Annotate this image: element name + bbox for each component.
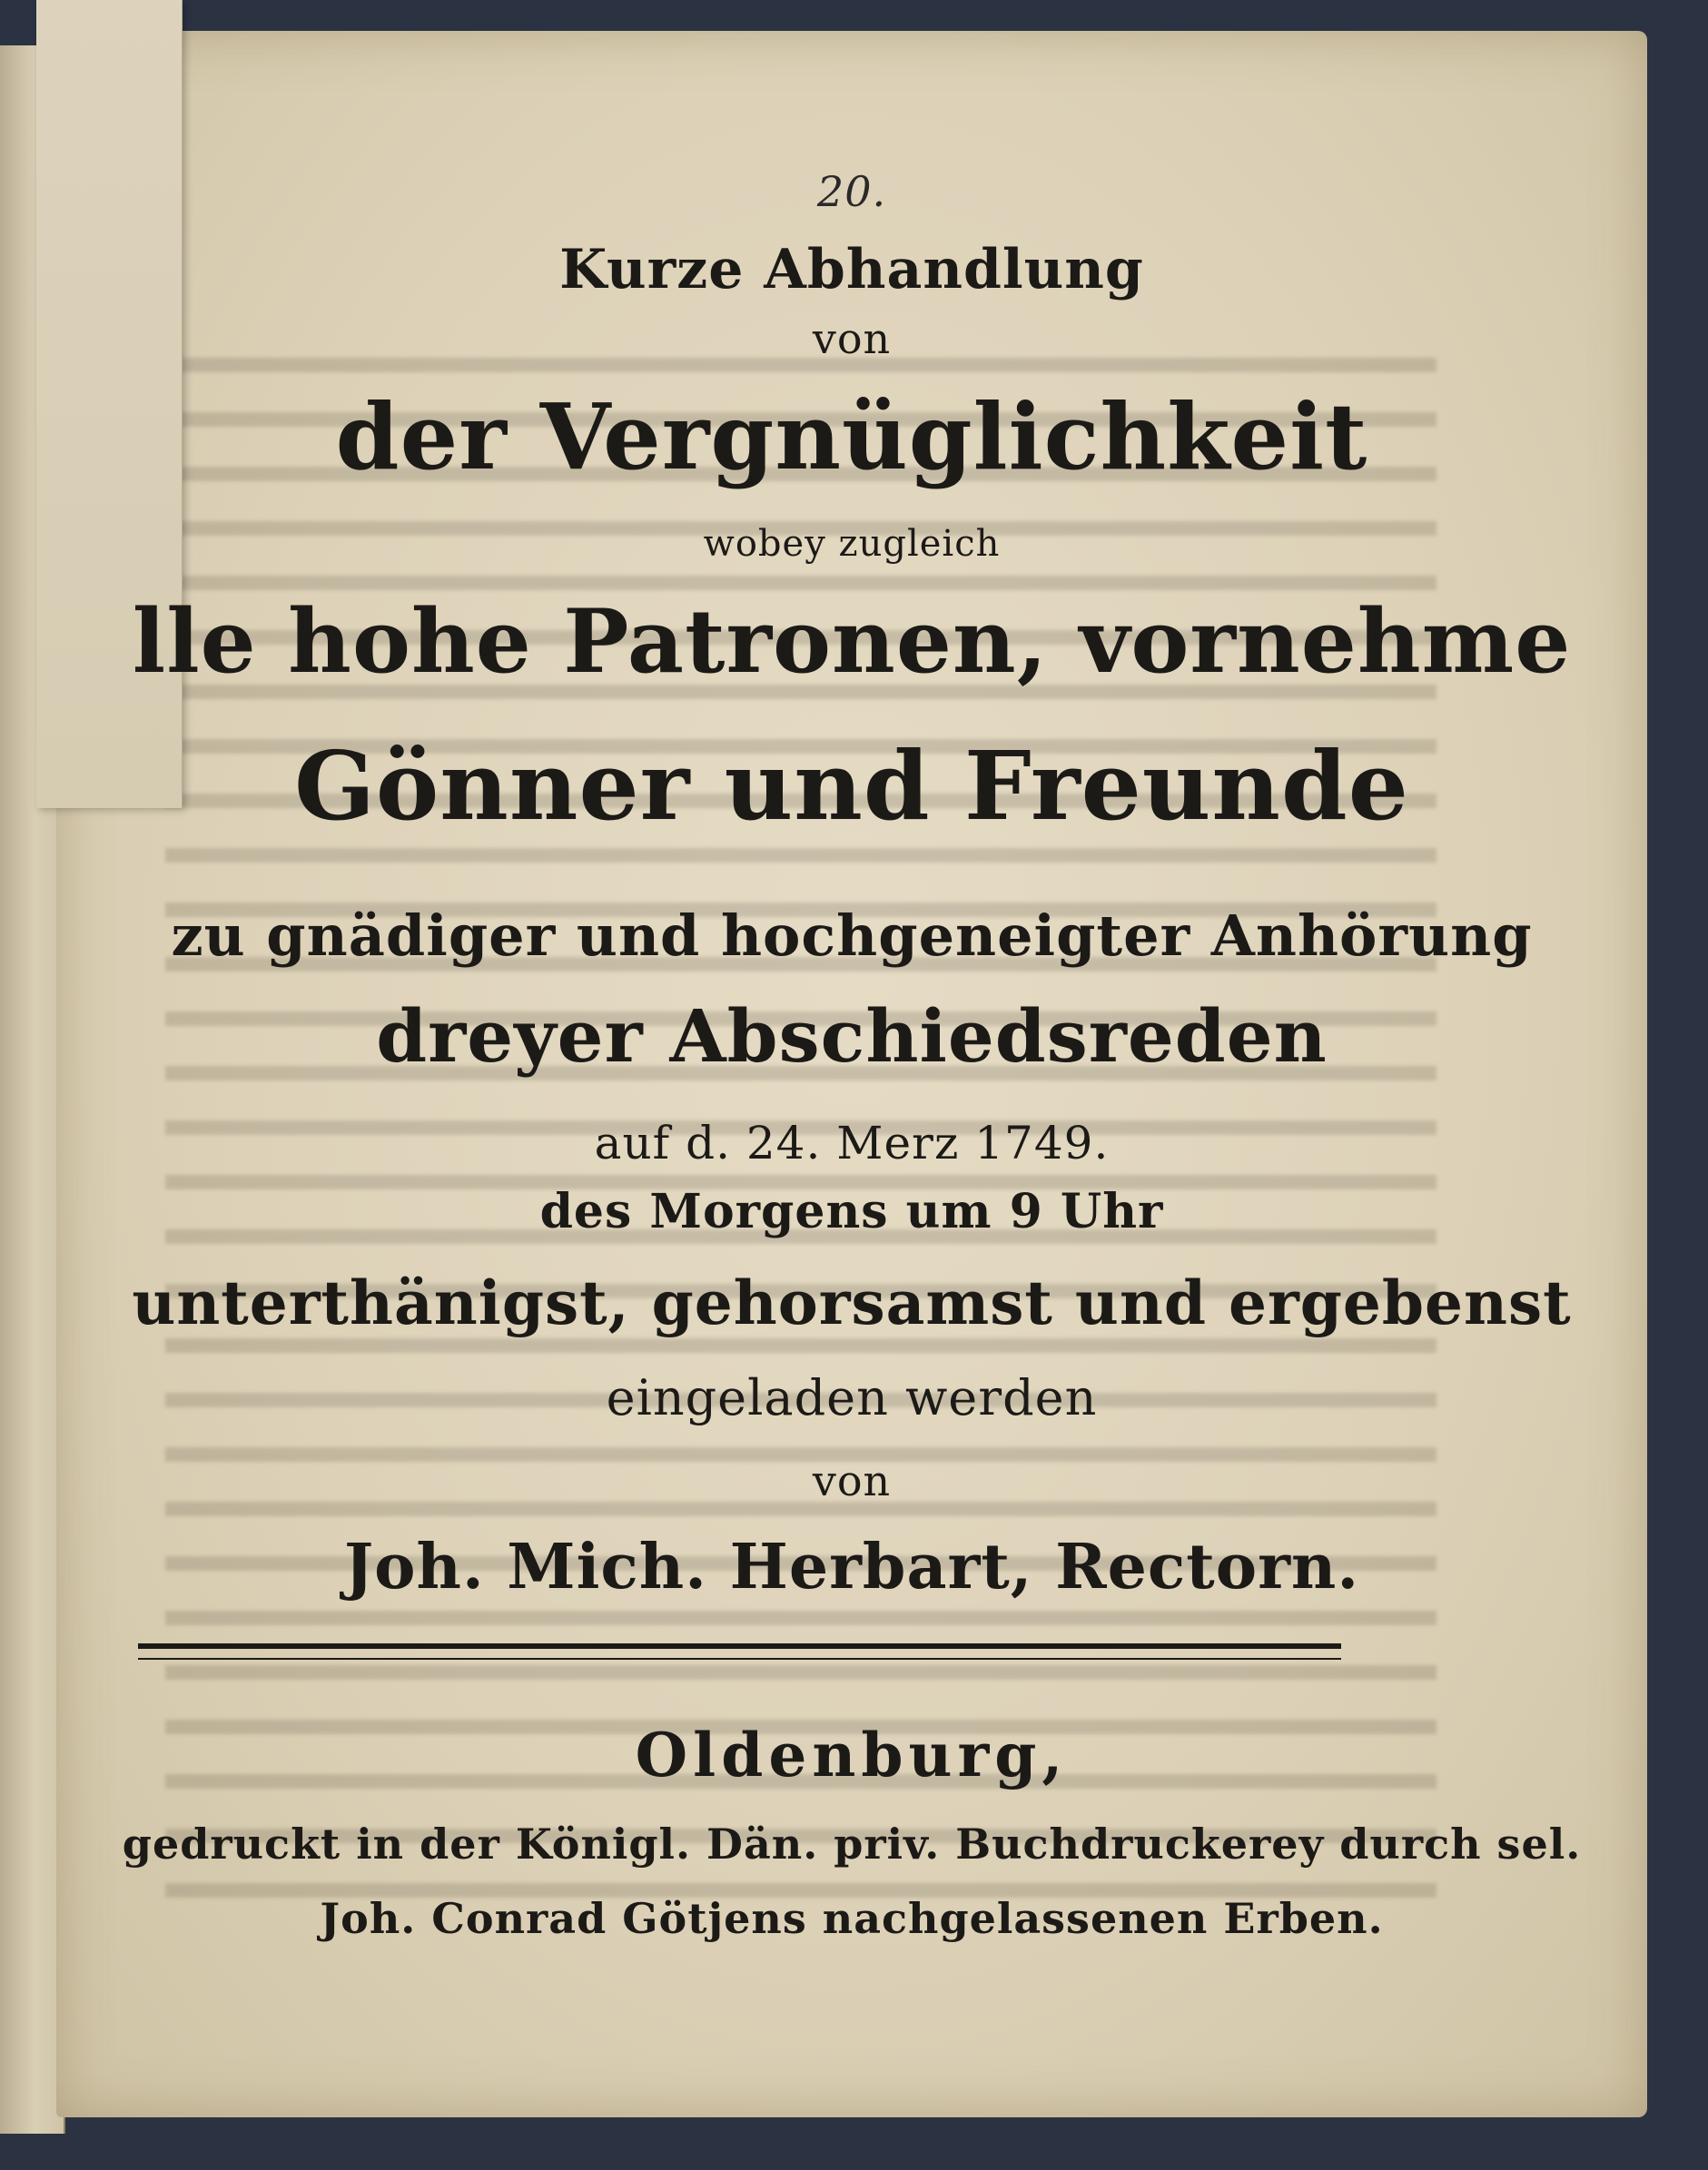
scan-margin [1655,0,1708,2170]
title-line-5: lle hohe Patronen, vornehme [132,590,1572,693]
title-line-12: eingeladen werden [606,1369,1098,1426]
title-line-13: von [812,1456,892,1505]
divider-rule [138,1643,1341,1660]
imprint-line-2: gedruckt in der Königl. Dän. priv. Buchdruckerey durch sel. [122,1820,1582,1869]
title-line-11: unterthänigst, gehorsamst und ergebenst [132,1267,1572,1338]
title-line-4: wobey zugleich [703,523,1001,565]
title-line-2: von [812,314,892,363]
imprint-city: Oldenburg, [635,1720,1069,1790]
title-line-1: Kurze Abhandlung [559,238,1144,301]
imprint-line-3: Joh. Conrad Götjens nachgelassenen Erben. [320,1894,1384,1943]
title-line-6: Gönner und Freunde [294,730,1409,842]
title-line-10: des Morgens um 9 Uhr [539,1184,1164,1239]
author-line: Joh. Mich. Herbart, Rectorn. [343,1531,1360,1603]
page-number: 20. [816,167,887,216]
title-line-9: auf d. 24. Merz 1749. [594,1117,1110,1169]
title-page-content [56,31,1647,2117]
title-line-7: zu gnädiger und hochgeneigter Anhörung [171,903,1533,969]
title-line-3: der Vergnüglichkeit [335,383,1368,490]
title-line-8: dreyer Abschiedsreden [376,993,1328,1079]
